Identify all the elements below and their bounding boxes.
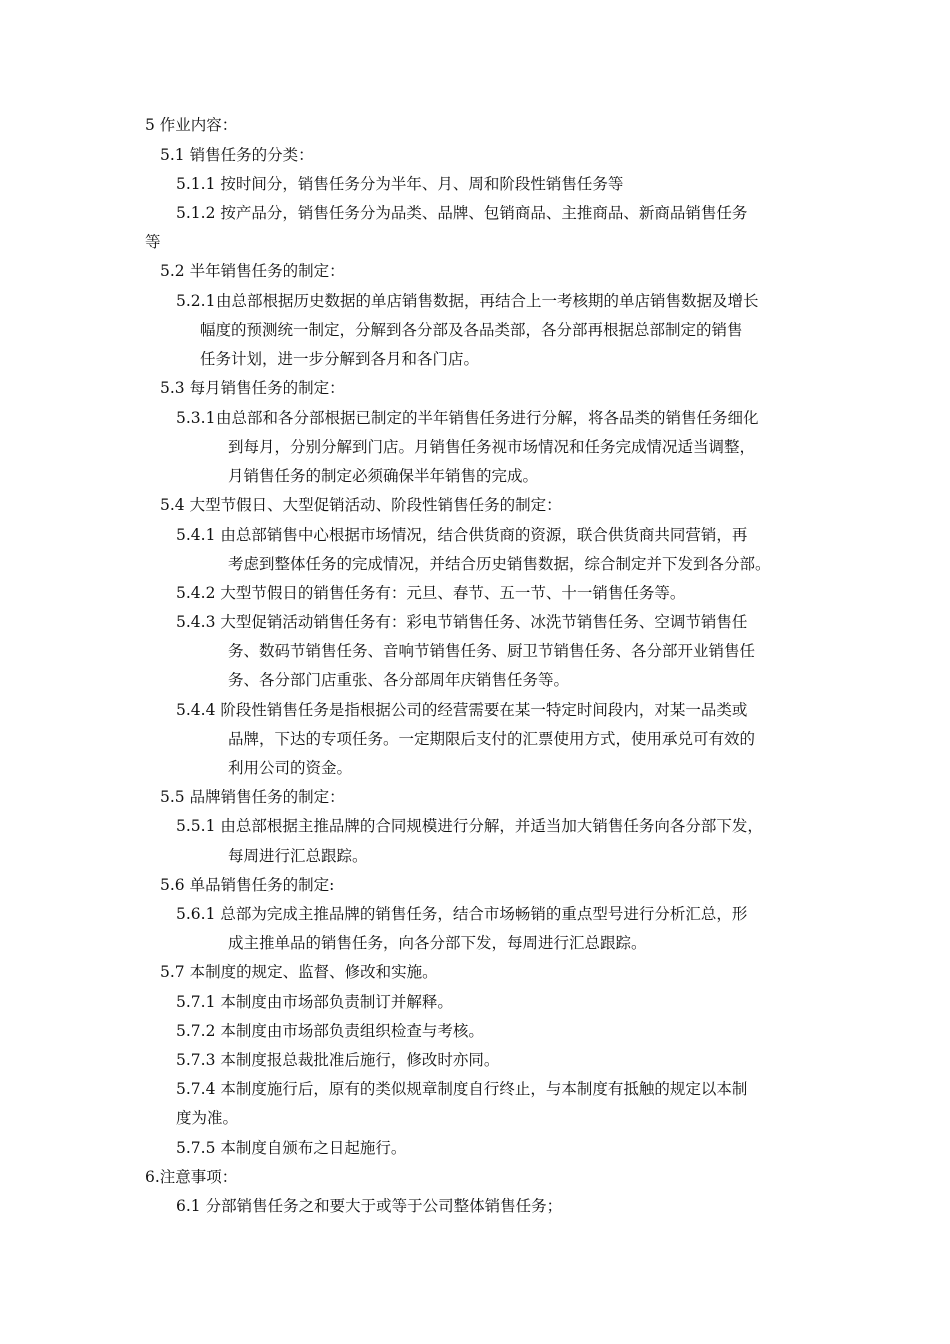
section-6-title: 6.注意事项： [145, 1168, 238, 1186]
section-5-4-title: 5.4 大型节假日、大型促销活动、阶段性销售任务的制定： [160, 496, 562, 514]
item-5-3-1-number: 5.3.1 [176, 409, 216, 427]
item-5-4-3-line-2: 务、数码节销售任务、音响节销售任务、厨卫节销售任务、各分部开业销售任 [228, 642, 756, 660]
item-5-7-5: 5.7.5 本制度自颁布之日起施行。 [176, 1139, 407, 1157]
section-5-1-title: 5.1 销售任务的分类： [160, 146, 314, 164]
item-5-1-2-line-1: 5.1.2 按产品分，销售任务分为品类、品牌、包销商品、主推商品、新商品销售任务 [176, 204, 748, 222]
item-5-3-1-line-3: 月销售任务的制定必须确保半年销售的完成。 [228, 467, 539, 485]
item-5-4-3-line-1: 5.4.3 大型促销活动销售任务有：彩电节销售任务、冰洗节销售任务、空调节销售任 [176, 613, 748, 631]
item-5-6-1-line-1: 5.6.1 总部为完成主推品牌的销售任务，结合市场畅销的重点型号进行分析汇总，形 [176, 905, 748, 923]
item-5-4-4-line-3: 利用公司的资金。 [228, 759, 353, 777]
item-6-1: 6.1 分部销售任务之和要大于或等于公司整体销售任务； [176, 1197, 563, 1215]
item-5-3-1-line-1: 由总部和各分部根据已制定的半年销售任务进行分解，将各品类的销售任务细化 [216, 409, 759, 427]
item-5-5-1-line-1: 5.5.1 由总部根据主推品牌的合同规模进行分解，并适当加大销售任务向各分部下发， [176, 817, 763, 835]
section-5-7-title: 5.7 本制度的规定、监督、修改和实施。 [160, 963, 438, 981]
item-5-4-4-line-2: 品牌，下达的专项任务。一定期限后支付的汇票使用方式，使用承兑可有效的 [228, 730, 756, 748]
item-5-4-1-line-1: 5.4.1 由总部销售中心根据市场情况，结合供货商的资源，联合供货商共同营销，再 [176, 526, 748, 544]
section-5-3-title: 5.3 每月销售任务的制定： [160, 379, 345, 397]
section-5-6-title: 5.6 单品销售任务的制定: [160, 876, 335, 894]
item-5-7-4-line-2: 度为准。 [176, 1109, 239, 1127]
section-5-title: 5 作业内容： [145, 116, 238, 134]
item-5-2-1-line-1: 由总部根据历史数据的单店销售数据，再结合上一考核期的单店销售数据及增长 [216, 292, 759, 310]
item-5-5-1-line-2: 每周进行汇总跟踪。 [228, 847, 368, 865]
section-5-5-title: 5.5 品牌销售任务的制定： [160, 788, 345, 806]
item-5-6-1-line-2: 成主推单品的销售任务，向各分部下发，每周进行汇总跟踪。 [228, 934, 647, 952]
item-5-4-2: 5.4.2 大型节假日的销售任务有：元旦、春节、五一节、十一销售任务等。 [176, 584, 686, 602]
section-5-2-title: 5.2 半年销售任务的制定： [160, 262, 345, 280]
item-5-7-2: 5.7.2 本制度由市场部负责组织检查与考核。 [176, 1022, 484, 1040]
item-5-4-1-line-2: 考虑到整体任务的完成情况，并结合历史销售数据，综合制定并下发到各分部。 [228, 555, 771, 573]
item-5-7-1: 5.7.1 本制度由市场部负责制订并解释。 [176, 993, 453, 1011]
item-5-7-4-line-1: 5.7.4 本制度施行后，原有的类似规章制度自行终止，与本制度有抵触的规定以本制 [176, 1080, 748, 1098]
item-5-2-1-number: 5.2.1 [176, 292, 216, 310]
item-5-7-3: 5.7.3 本制度报总裁批准后施行，修改时亦同。 [176, 1051, 500, 1069]
item-5-1-1: 5.1.1 按时间分，销售任务分为半年、月、周和阶段性销售任务等 [176, 175, 624, 193]
item-5-4-3-line-3: 务、各分部门店重张、各分部周年庆销售任务等。 [228, 671, 570, 689]
item-5-4-4-line-1: 5.4.4 阶段性销售任务是指根据公司的经营需要在某一特定时间段内，对某一品类或 [176, 701, 748, 719]
item-5-1-2-line-2: 等 [145, 233, 161, 251]
item-5-2-1-line-2: 幅度的预测统一制定，分解到各分部及各品类部，各分部再根据总部制定的销售 [200, 321, 743, 339]
item-5-2-1-line-3: 任务计划，进一步分解到各月和各门店。 [200, 350, 480, 368]
item-5-3-1-line-2: 到每月，分别分解到门店。月销售任务视市场情况和任务完成情况适当调整， [228, 438, 756, 456]
